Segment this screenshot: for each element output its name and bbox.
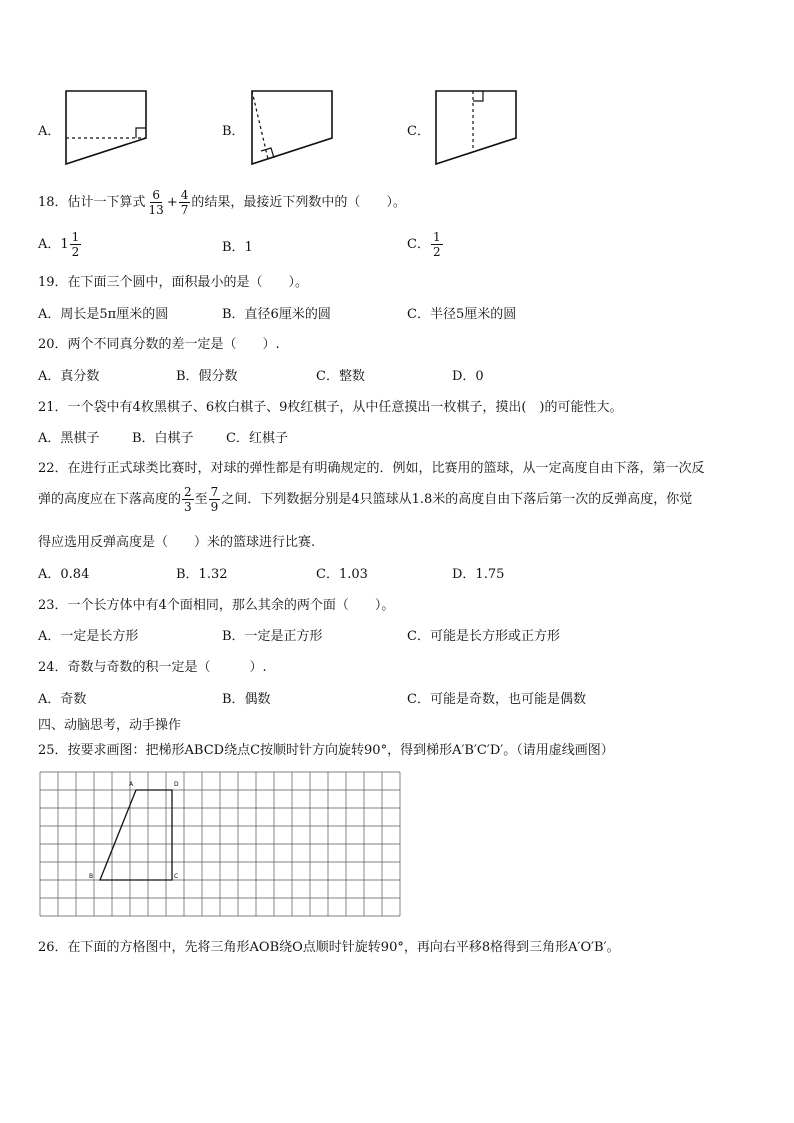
q24-option-b: B．偶数 (222, 692, 271, 707)
q17-option-a-label: A． (38, 124, 61, 139)
q20-option-a: A．真分数 (38, 369, 100, 384)
q20-option-c: C．整数 (316, 369, 365, 384)
q22-line-2: 弹的高度应在下落高度的 $\frac{2}{3}$ 至 $\frac{7}{9}$ 之间．下列数据分别是4只篮球从1.8米的高度自由下落后第一次的反弹高度，你觉 (38, 485, 693, 514)
q18-option-b: B．1 (222, 240, 253, 255)
section-title: 四、动脑思考，动手操作 (38, 718, 182, 733)
trapezoid-abcd (100, 790, 172, 880)
q22-line-1: 22．在进行正式球类比赛时，对球的弹性都是有明确规定的．例如，比赛用的篮球，从一定高度自由下落，第一次反 (38, 461, 705, 476)
q18-fraction-2: $\frac{4}{7}$ (180, 188, 189, 217)
q20-question: 20．两个不同真分数的差一定是（ ）. (38, 337, 280, 352)
q17-option-b-label: B． (222, 124, 245, 139)
q19-option-c: C．半径5厘米的圆 (407, 307, 517, 322)
point-d-label: D (174, 781, 179, 788)
q19-option-a: A．周长是5π厘米的圆 (38, 307, 169, 322)
q20-option-d: D．0 (452, 369, 484, 384)
q22-option-a: A．0.84 (38, 567, 90, 582)
q20-option-b: B．假分数 (176, 369, 238, 384)
q24-option-a: A．奇数 (38, 692, 87, 707)
q22-line-3: 得应选用反弹高度是（ ）米的篮球进行比赛. (38, 535, 316, 550)
q19-option-b: B．直径6厘米的圆 (222, 307, 331, 322)
q22-option-c: C．1.03 (316, 567, 368, 582)
q18-option-c: C． $\frac{1}{2}$ (407, 230, 441, 259)
q24-question: 24．奇数与奇数的积一定是（ ）. (38, 660, 267, 675)
q23-option-a: A．一定是长方形 (38, 629, 139, 644)
q17-figure-a (62, 88, 152, 168)
grid-lines (40, 772, 400, 916)
q22-option-b: B．1.32 (176, 567, 228, 582)
point-a-label: A (129, 781, 134, 788)
point-c-label: C (174, 873, 179, 880)
q18-fraction-1: $\frac{6}{13}$ (148, 188, 164, 217)
q23-option-c: C．可能是长方形或正方形 (407, 629, 560, 644)
q22-fraction-1: $\frac{2}{3}$ (184, 485, 192, 514)
q21-option-b: B．白棋子 (132, 431, 194, 446)
q22-option-d: D．1.75 (452, 567, 505, 582)
q25-question: 25．按要求画图：把梯形ABCD绕点C按顺时针方向旋转90°，得到梯形A′B′C′D′。（请用虚线画图） (38, 743, 614, 758)
q21-option-a: A．黑棋子 (38, 431, 100, 446)
q24-option-c: C．可能是奇数，也可能是偶数 (407, 692, 586, 707)
q21-question: 21．一个袋中有4枚黑棋子、6枚白棋子、9枚红棋子，从中任意摸出一枚棋子，摸出( )的可能性大。 (38, 400, 623, 415)
q18-question: 18．估计一下算式 $\frac{6}{13}$ + $\frac{4}{7}$ 的结果，最接近下列数中的（ ）。 (38, 188, 406, 217)
point-b-label: B (89, 873, 94, 880)
q25-grid (40, 772, 400, 920)
q18-option-a: A．1 $\frac{1}{2}$ (38, 230, 80, 259)
q17-option-c-label: C． (407, 124, 430, 139)
q22-fraction-2: $\frac{7}{9}$ (210, 485, 219, 514)
q26-question: 26．在下面的方格图中，先将三角形AOB绕O点顺时针旋转90°，再向右平移8格得到三角形A′O′B′。 (38, 940, 620, 955)
q19-question: 19．在下面三个圆中，面积最小的是（ ）。 (38, 275, 309, 290)
q21-option-c: C．红棋子 (226, 431, 288, 446)
q17-figure-b (248, 88, 338, 168)
q17-figure-c (433, 88, 523, 168)
q23-question: 23．一个长方体中有4个面相同，那么其余的两个面（ ）。 (38, 598, 395, 613)
q23-option-b: B．一定是正方形 (222, 629, 323, 644)
